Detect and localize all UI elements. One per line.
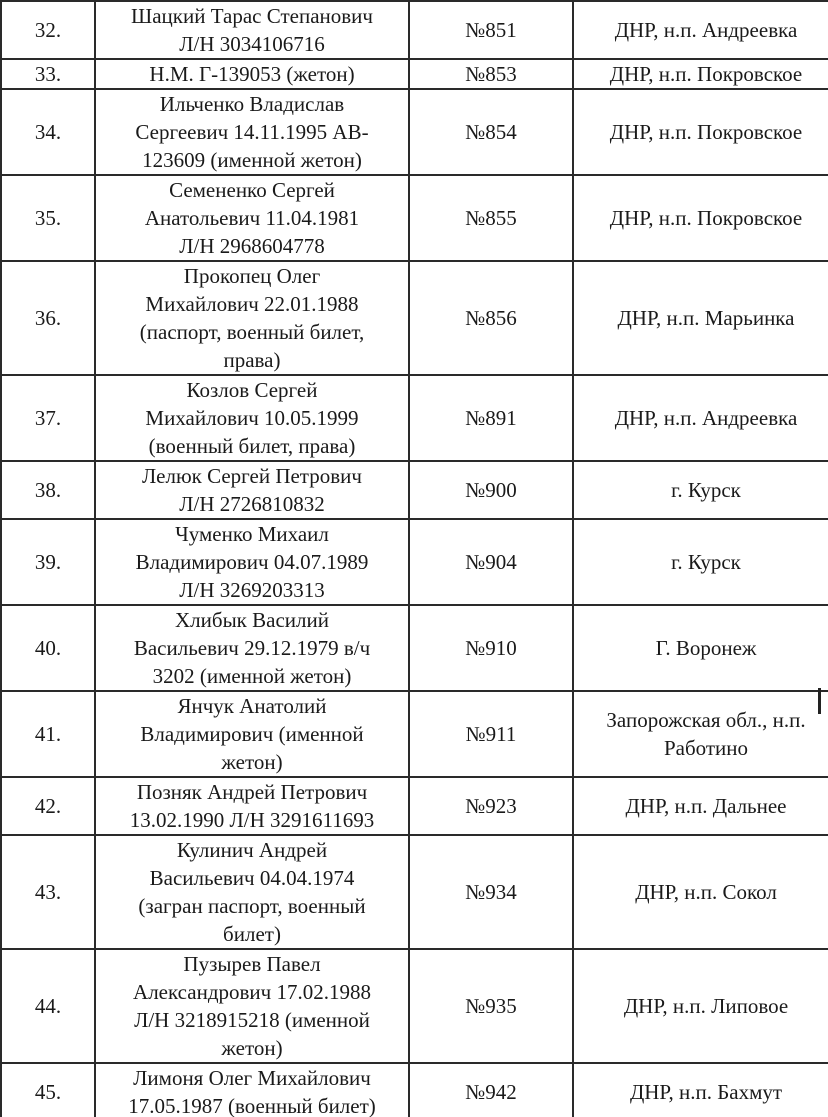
row-name-cell: Кулинич Андрей Васильевич 04.04.1974 (загран паспорт, военный билет) [95,835,409,949]
row-place-cell: ДНР, н.п. Покровское [573,175,828,261]
row-number-cell: 32. [1,1,95,59]
row-place-cell: г. Курск [573,461,828,519]
row-name-cell: Лелюк Сергей Петрович Л/Н 2726810832 [95,461,409,519]
table-row [1,175,828,261]
row-id-cell: №923 [409,777,573,835]
table-row [1,375,828,461]
row-id-cell: №856 [409,261,573,375]
row-id-cell: №904 [409,519,573,605]
row-number-cell: 35. [1,175,95,261]
row-id-cell: №942 [409,1063,573,1117]
row-id-cell: №900 [409,461,573,519]
row-name-cell: Козлов Сергей Михайлович 10.05.1999 (военный билет, права) [95,375,409,461]
row-name-cell: Янчук Анатолий Владимирович (именной жетон) [95,691,409,777]
row-number-cell: 45. [1,1063,95,1117]
row-id-cell: №855 [409,175,573,261]
row-place-cell: ДНР, н.п. Липовое [573,949,828,1063]
table-row [1,261,828,375]
row-number-cell: 44. [1,949,95,1063]
row-name-cell: Семененко Сергей Анатольевич 11.04.1981 Л/Н 2968604778 [95,175,409,261]
row-number-cell: 40. [1,605,95,691]
table-row [1,59,828,89]
row-name-cell: Хлибык Василий Васильевич 29.12.1979 в/ч 3202 (именной жетон) [95,605,409,691]
row-place-cell: ДНР, н.п. Дальнее [573,777,828,835]
row-number-cell: 33. [1,59,95,89]
records-table-body [1,1,828,1117]
row-number-cell: 34. [1,89,95,175]
row-number-cell: 39. [1,519,95,605]
row-name-cell: Лимоня Олег Михайлович 17.05.1987 (военный билет) [95,1063,409,1117]
row-id-cell: №911 [409,691,573,777]
row-id-cell: №891 [409,375,573,461]
margin-mark [818,688,821,714]
row-id-cell: №935 [409,949,573,1063]
table-row [1,777,828,835]
table-row [1,605,828,691]
row-place-cell: г. Курск [573,519,828,605]
table-row [1,1,828,59]
row-name-cell: Ильченко Владислав Сергеевич 14.11.1995 АВ- 123609 (именной жетон) [95,89,409,175]
row-number-cell: 36. [1,261,95,375]
row-id-cell: №854 [409,89,573,175]
row-name-cell: Н.М. Г-139053 (жетон) [95,59,409,89]
row-place-cell: ДНР, н.п. Сокол [573,835,828,949]
row-place-cell: Г. Воронеж [573,605,828,691]
table-row [1,1063,828,1117]
row-name-cell: Чуменко Михаил Владимирович 04.07.1989 Л/Н 3269203313 [95,519,409,605]
row-place-cell: ДНР, н.п. Покровское [573,59,828,89]
row-number-cell: 43. [1,835,95,949]
row-place-cell: ДНР, н.п. Покровское [573,89,828,175]
row-name-cell: Позняк Андрей Петрович 13.02.1990 Л/Н 3291611693 [95,777,409,835]
row-id-cell: №934 [409,835,573,949]
row-number-cell: 38. [1,461,95,519]
table-row [1,835,828,949]
row-place-cell: ДНР, н.п. Марьинка [573,261,828,375]
table-row [1,89,828,175]
table-row [1,519,828,605]
row-id-cell: №851 [409,1,573,59]
row-id-cell: №853 [409,59,573,89]
table-row [1,949,828,1063]
row-number-cell: 42. [1,777,95,835]
row-name-cell: Прокопец Олег Михайлович 22.01.1988 (паспорт, военный билет, права) [95,261,409,375]
row-number-cell: 41. [1,691,95,777]
row-id-cell: №910 [409,605,573,691]
row-name-cell: Пузырев Павел Александрович 17.02.1988 Л/Н 3218915218 (именной жетон) [95,949,409,1063]
row-number-cell: 37. [1,375,95,461]
row-place-cell: ДНР, н.п. Андреевка [573,375,828,461]
row-name-cell: Шацкий Тарас Степанович Л/Н 3034106716 [95,1,409,59]
row-place-cell: ДНР, н.п. Бахмут [573,1063,828,1117]
table-row [1,461,828,519]
row-place-cell: Запорожская обл., н.п. Работино [573,691,828,777]
table-row [1,691,828,777]
row-place-cell: ДНР, н.п. Андреевка [573,1,828,59]
